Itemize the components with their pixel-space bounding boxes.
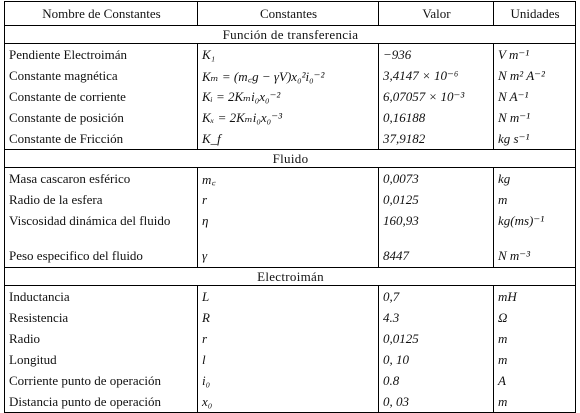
table-row	[5, 107, 576, 128]
table-row	[5, 86, 576, 107]
constant-unit: N m⁻³	[494, 231, 576, 268]
constant-value: 37,9182	[379, 128, 494, 150]
constant-value: 0,7	[379, 286, 494, 308]
section-title-electromagnet: Electroimán	[5, 268, 576, 286]
constant-unit: m	[494, 349, 576, 370]
constants-table-container	[4, 1, 575, 413]
header-row	[5, 2, 576, 26]
constant-unit: m	[494, 328, 576, 349]
constant-name: Peso especifico del fluido	[5, 231, 198, 268]
constant-value: 0,0125	[379, 328, 494, 349]
table-row	[5, 307, 576, 328]
constant-name: Constante de corriente	[5, 86, 198, 107]
constant-value: 160,93	[379, 210, 494, 231]
constant-symbol: R	[198, 307, 379, 328]
constant-unit: N m⁻¹	[494, 107, 576, 128]
constant-value: 0,16188	[379, 107, 494, 128]
constant-name: Longitud	[5, 349, 198, 370]
constant-value: 4.3	[379, 307, 494, 328]
table-row	[5, 210, 576, 231]
table-row	[5, 370, 576, 391]
table-row	[5, 349, 576, 370]
constant-symbol: x₀	[198, 391, 379, 413]
constant-name: Constante de posición	[5, 107, 198, 128]
constant-symbol: l	[198, 349, 379, 370]
constant-unit: m	[494, 189, 576, 210]
constant-unit: kg	[494, 168, 576, 190]
constants-table	[4, 1, 576, 413]
constant-unit: V m⁻¹	[494, 44, 576, 66]
constant-value: 0, 10	[379, 349, 494, 370]
constant-name: Viscosidad dinámica del fluido	[5, 210, 198, 231]
constant-symbol: m꜀	[198, 168, 379, 190]
constant-value: 3,4147 × 10⁻⁶	[379, 65, 494, 86]
table-row	[5, 65, 576, 86]
table-row	[5, 391, 576, 413]
header-constant: Constantes	[198, 2, 379, 26]
table-row	[5, 286, 576, 308]
table-row	[5, 231, 576, 268]
constant-value: 6,07057 × 10⁻³	[379, 86, 494, 107]
constant-unit: A	[494, 370, 576, 391]
constant-name: Corriente punto de operación	[5, 370, 198, 391]
constant-symbol: i₀	[198, 370, 379, 391]
section-header-row	[5, 150, 576, 168]
constant-value: 0.8	[379, 370, 494, 391]
constant-symbol: γ	[198, 231, 379, 268]
constant-unit: Ω	[494, 307, 576, 328]
section-header-row	[5, 268, 576, 286]
constant-name: Radio de la esfera	[5, 189, 198, 210]
constant-symbol: Kᵢ = 2Kₘi₀x₀⁻²	[198, 86, 379, 107]
constant-symbol: η	[198, 210, 379, 231]
header-units: Unidades	[494, 2, 576, 26]
constant-value: 0,0125	[379, 189, 494, 210]
constant-value: 0, 03	[379, 391, 494, 413]
table-row	[5, 328, 576, 349]
table-row	[5, 128, 576, 150]
constant-symbol: L	[198, 286, 379, 308]
constant-unit: N A⁻¹	[494, 86, 576, 107]
constant-value: 8447	[379, 231, 494, 268]
section-header-row	[5, 26, 576, 44]
constant-name: Radio	[5, 328, 198, 349]
constant-name: Masa cascaron esférico	[5, 168, 198, 190]
constant-unit: m	[494, 391, 576, 413]
section-title-fluid: Fluido	[5, 150, 576, 168]
constant-value: 0,0073	[379, 168, 494, 190]
constant-name: Constante magnética	[5, 65, 198, 86]
table-row	[5, 189, 576, 210]
table-row	[5, 44, 576, 66]
constant-unit: N m² A⁻²	[494, 65, 576, 86]
constant-name: Resistencia	[5, 307, 198, 328]
constant-value: −936	[379, 44, 494, 66]
constant-symbol: r	[198, 328, 379, 349]
header-name: Nombre de Constantes	[5, 2, 198, 26]
constant-symbol: K₁	[198, 44, 379, 66]
constant-symbol: Kₓ = 2Kₘi₀x₀⁻³	[198, 107, 379, 128]
constant-name: Distancia punto de operación	[5, 391, 198, 413]
table-row	[5, 168, 576, 190]
constant-symbol: Kₘ = (m꜀g − γV)x₀²i₀⁻²	[198, 65, 379, 86]
section-title-transfer-function: Función de transferencia	[5, 26, 576, 44]
constant-unit: kg s⁻¹	[494, 128, 576, 150]
constant-unit: mH	[494, 286, 576, 308]
constant-symbol: K_f	[198, 128, 379, 150]
constant-name: Constante de Fricción	[5, 128, 198, 150]
header-value: Valor	[379, 2, 494, 26]
constant-name: Inductancia	[5, 286, 198, 308]
constant-name: Pendiente Electroimán	[5, 44, 198, 66]
constant-unit: kg(ms)⁻¹	[494, 210, 576, 231]
constant-symbol: r	[198, 189, 379, 210]
